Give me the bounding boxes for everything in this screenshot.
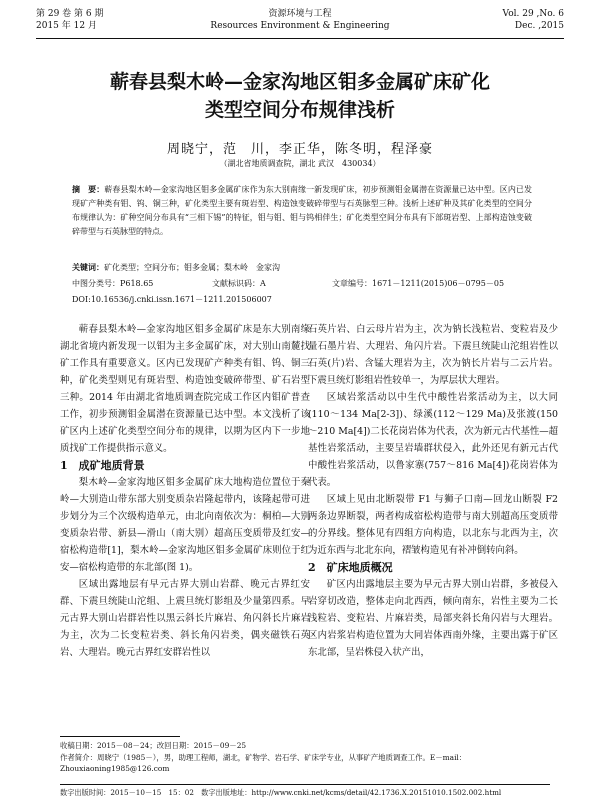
abstract-label: 摘 要： — [72, 184, 105, 194]
keywords-text: 矿化类型；空间分布；钼多金属；梨木岭 金家沟 — [104, 263, 280, 272]
body-paragraph: 区域上见由北断裂带 F1 与狮子口南—回龙山断裂 F2 两条边界断裂，两者构成宿松构造带与南大别超高压变质带的分界线。整体见有四组方向构造，以北东与北西为主，次为近东西与北北东向，褶皱构造见有补冲倒转向斜。 — [308, 494, 558, 556]
received-date-footnote: 收稿日期：2015－08－24；改回日期：2015－09－25 — [60, 741, 247, 750]
section-heading-1: 1 成矿地质背景 — [60, 459, 145, 472]
body-paragraph: 梨木岭—金家沟地区钼多金属矿床大地构造位置位于秦岭—大别造山带东部大别变质杂岩隆起带内，该隆起带可进步划分为三个次级构造单元，由北向南依次为：桐柏—大别变质杂岩带、新县—滑山（南大别）超高压变质带及红安—宿松构造带[1]，梨木岭—金家沟地区钼多金属矿床则位于红安—宿松构造带的东北部(图 1)。 — [60, 477, 310, 573]
header-journal-en: Resources Environment & Engineering — [210, 21, 390, 31]
header-volume: 第 29 卷 第 6 期 — [36, 9, 104, 19]
title-line-1: 蕲春县梨木岭—金家沟地区钼多金属矿床矿化 — [109, 71, 490, 93]
article-title — [0, 68, 600, 124]
author-list: 周晓宁，范 川，李正华，陈冬明，程泽豪 — [166, 142, 433, 157]
header-volume-en: Vol. 29 ,No. 6 — [502, 9, 564, 19]
header-date: 2015 年 12 月 — [36, 21, 97, 31]
clc-number: 中图分类号：P618.65 — [72, 279, 154, 288]
footnote-rule — [60, 736, 180, 737]
body-paragraph: 区域岩浆活动以中生代中酸性岩浆活动为主，以大同(110～134 Ma[2-3])、绿溪(112～129 Ma)及张渡(150～210 Ma[4])二长花岗岩体为代表，次为新元古代基性—超基性岩浆活动，主要呈岩墙群状侵入，此外还见有新元古代中酸性岩浆活动，以鲁家寨(757～816 Ma[4])花岗岩体为代表。 — [308, 392, 558, 488]
body-paragraph: 石英片岩、白云母片岩为主，次为钠长浅粒岩、变粒岩及少量石墨片岩、大理岩、角闪片岩。下震旦统陡山沱组岩性以石英(片)岩、含锰大理岩为主，次为钠长片岩与二云片岩。下震旦统灯影组岩性较单一，为厚层状大理岩。 — [308, 324, 558, 386]
body-paragraph: 矿区内出露地层主要为早元古界大别山岩群，多被侵入岩穿切改造，整体走向北西西，倾向南东，岩性主要为二长浅粒岩、变粒岩、片麻岩类，局部夹斜长角闪岩与大理岩。区内岩浆岩构造位置为大同岩体西南外缘，主要出露于矿区东北部，呈岩株侵入状产出， — [308, 579, 558, 658]
intro-paragraph: 蕲春县梨木岭—金家沟地区钼多金属矿床是东大别南缘湖北省境内新发现一以钼为主多金属矿床，对大别山南麓找矿工作具有重要意义。区内已发现矿产种类有钼、钨、铜三种，矿化类型则见有斑岩型、构造蚀变破碎带型、矿石岩型三种。2014 年由湖北省地质调查院完成工作区内钼矿普查工作，初步预测钼金属潜在资源量已达中型。本文浅析了该矿区内上述矿化类型空间分布的规律，以期为区内下一步地质找矿工作提供指示意义。 — [60, 324, 310, 454]
header-rule — [36, 38, 564, 39]
footer-rule — [60, 784, 550, 785]
title-line-2: 类型空间分布规律浅析 — [204, 99, 395, 121]
left-column — [60, 321, 310, 661]
header-journal — [36, 8, 564, 32]
document-code: 文献标识码：A — [212, 279, 266, 288]
right-column — [308, 321, 558, 661]
digital-publication-info[interactable]: 数字出版时间：2015－10－15 15：02 数字出版地址：http://www.cnki.net/kcms/detail/42.1736.X.20151010.1502.002.html — [60, 788, 502, 797]
header-date-en: Dec. ,2015 — [514, 21, 564, 31]
keywords — [72, 262, 532, 273]
affiliation: （湖北省地质调查院，湖北 武汉 430034） — [219, 159, 381, 168]
keywords-label: 关键词： — [72, 262, 104, 272]
author-bio-footnote: 作者简介：周晓宁（1985－），男，助理工程师，湖北，矿物学、岩石学、矿床学专业，从事矿产地质调查工作。E－mail：Zhouxiaoning1985@126.com — [60, 753, 467, 773]
header-journal-cn: 资源环境与工程 — [268, 9, 332, 19]
doi[interactable]: DOI:10.16536/j.cnki.issn.1671－1211.201506007 — [72, 295, 272, 304]
abstract-text: 蕲春县梨木岭—金家沟地区钼多金属矿床作为东大别南缘一新发现矿床，初步预测钼金属潜在资源量已达中型。区内已发现矿产种类有钼、钨、铜三种，矿化类型主要有斑岩型、构造蚀变破碎带型与石英脉型三种。浅析上述矿种及其矿化类型的空间分布规律认为：矿种空间分布具有“三相下锡”的特征，钼与钼、钼与钨相伴生；矿化类型空间分布具有下部斑岩型、上部构造蚀变破碎带型与石英脉型的特点。 — [72, 185, 533, 236]
article-number: 文章编号：1671－1211(2015)06－0795－05 — [332, 279, 505, 288]
header-volume-info-en — [503, 8, 564, 32]
abstract — [72, 182, 532, 239]
running-header — [36, 8, 564, 42]
section-heading-2: 2 矿床地质概况 — [308, 561, 393, 574]
body-paragraph: 区域出露地层有早元古界大别山岩群、晚元古界红安群、下震旦统陡山沱组、上震旦统灯影组及少量第四系。早元古界大别山岩群岩性以黑云斜长片麻岩、角闪斜长片麻岩为主，次为二长变粒岩类、斜长角闪岩类，偶夹磁铁石英岩、大理岩。晚元古界红安群岩性以 — [60, 579, 310, 658]
